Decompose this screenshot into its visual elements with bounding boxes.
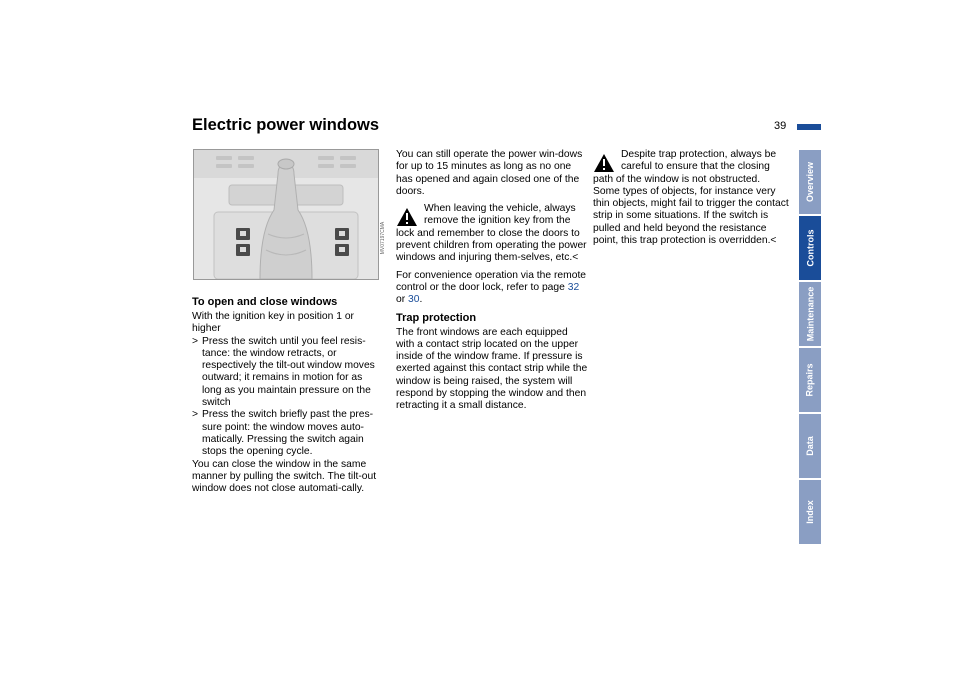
heading-open-close: To open and close windows <box>192 296 338 308</box>
page-link-32[interactable]: 32 <box>567 281 580 293</box>
list-item <box>192 409 384 458</box>
period-text: . <box>419 294 423 306</box>
warning-block <box>396 203 588 264</box>
image-code-text: MV07197CMA <box>380 221 386 255</box>
warning-icon <box>593 153 615 173</box>
tab-index[interactable] <box>799 480 821 544</box>
bullet-text: Press the switch briefly past the pres-sure point: the window moves auto-matically. Pressing the switch again stops the opening cycle. <box>202 409 374 458</box>
tab-data[interactable] <box>799 414 821 478</box>
section-tabs <box>799 150 821 544</box>
page-number-bar <box>797 124 821 130</box>
warning-block <box>593 149 789 247</box>
convenience-label: For convenience operation via the remote control or the door lock, refer to page <box>396 269 587 293</box>
tab-label: Maintenance <box>805 286 816 342</box>
tab-label: Index <box>805 500 816 524</box>
page-number: 39 <box>774 120 787 132</box>
warning-text-rest: path of the window is not obstructed. Some types of objects, for instance very thin objects, might fail to trigger the contact strip in some situations. If the switch is pulled and held beyond the resistance point, this trap protection is overridden.< <box>593 173 789 247</box>
heading-trap-protection: Trap protection <box>396 311 477 324</box>
operation-text: You can still operate the power win-dows for up to 15 minutes as long as no one has opened and again closed one of the doors. <box>396 149 583 197</box>
column-open-close <box>192 296 384 495</box>
bullet-marker: > <box>192 335 199 347</box>
center-console-photo <box>193 149 379 280</box>
intro-text: With the ignition key in position 1 or higher <box>192 311 354 335</box>
column-trap-warning <box>593 149 789 247</box>
page-title: Electric power windows <box>192 116 380 134</box>
tab-maintenance[interactable] <box>799 282 821 346</box>
bullet-text: Press the switch until you feel resis-tance: the window retracts, or respectively the tilt-out window moves outward; it remains in motion for as long as you maintain pressure on the switch <box>202 335 375 409</box>
image-code <box>378 200 388 280</box>
warning-text-rest: lock and remember to close the doors to prevent children from operating the power windows and injuring them-selves, etc.< <box>396 227 587 264</box>
trap-protection-text: The front windows are each equipped with a contact strip located on the upper inside of the window frame. If pressure is exerted against this contact strip while the window is being raised, the system will respond by stopping the window and then retracting it a small distance. <box>396 326 588 412</box>
convenience-text <box>396 270 588 307</box>
tab-label: Repairs <box>805 363 815 397</box>
list-item <box>192 336 384 410</box>
tab-label: Controls <box>805 229 815 267</box>
or-text: or <box>396 294 406 306</box>
tab-label: Data <box>804 436 815 456</box>
warning-icon <box>396 207 418 227</box>
bullet-marker: > <box>192 409 199 421</box>
page-link-30[interactable]: 30 <box>408 294 420 306</box>
tab-label: Overview <box>805 161 815 203</box>
warning-text-first: When leaving the vehicle, always remove the ignition key from the <box>424 203 576 227</box>
tab-repairs[interactable] <box>799 348 821 412</box>
column-operation <box>396 149 588 413</box>
tab-controls[interactable] <box>799 216 821 280</box>
warning-text-first: Despite trap protection, always be careful to ensure that the closing <box>621 149 777 173</box>
tab-overview[interactable] <box>799 150 821 214</box>
closing-text: You can close the window in the same manner by pulling the switch. The tilt-out window does not close automati-cally. <box>192 458 377 495</box>
